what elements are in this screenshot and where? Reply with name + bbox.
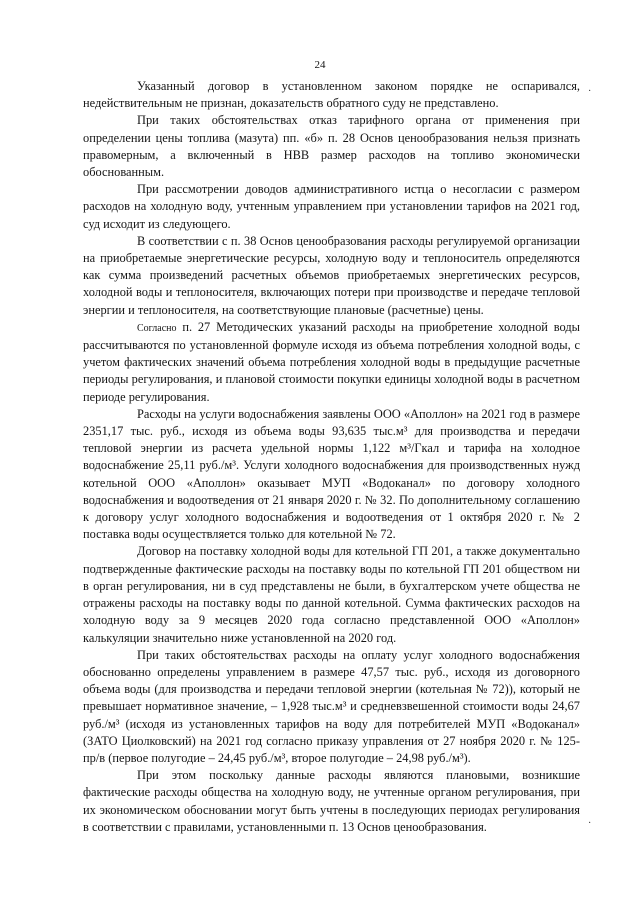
paragraph-5 (83, 319, 580, 406)
paragraph-1: Указанный договор в установленном законом порядке не оспаривался, недействительным не признан, доказательств обратного суду не представлено. (83, 79, 580, 111)
paragraph-6: Расходы на услуги водоснабжения заявлены ООО «Аполлон» на 2021 год в размере 2351,17 тыс. руб., исходя из объема воды 93,635 тыс.м³ для производства и передачи тепловой энергии из расчета удельной нормы 1,122 м³/Гкал и тарифа на холодное водоснабжение 25,11 руб./м³. Услуги холодного водоснабжения для производственных нужд котельной ООО «Аполлон» оказывает МУП «Водоканал» по договору холодного водоснабжения и водоотведения от 21 января 2020 г. № 32. По дополнительному соглашению к договору услуг холодного водоснабжения и водоотведения от 1 октября 2020 г. № 2 поставка воды осуществляется только для котельной № 72. (83, 406, 580, 542)
scan-speck: · (588, 818, 592, 829)
page-number: 24 (314, 59, 326, 71)
paragraph-8: При таких обстоятельствах расходы на оплату услуг холодного водоснабжения обоснованно определены управлением в размере 47,57 тыс. руб., исходя из договорного объема воды (для производства и передачи тепловой энергии (котельная № 72)), который не превышает нормативное значение, – 1,928 тыс.м³ и средневзвешенной стоимости воды 24,67 руб./м³ (исходя из установленных тарифов на воду для потребителей МУП «Водоканал» (ЗАТО Циолковский) на 2021 год согласно приказу управления от 27 ноября 2020 г. № 125-пр/в (первое полугодие – 24,45 руб./м³, второе полугодие – 24,98 руб./м³). (83, 647, 580, 765)
scan-speck: · (588, 86, 592, 97)
paragraph-5-lead-word: Согласно (137, 322, 177, 334)
paragraph-7: Договор на поставку холодной воды для котельной ГП 201, а также документально подтвержденные фактические расходы на поставку воды по котельной ГП 201 обществом ни в орган регулирования, ни в суд представлены не были, в бухгалтерском учете общества не отражены расходы на поставку воды по данной котельной. Сумма фактических расходов на холодную воду за 9 месяцев 2020 года согласно представленной ООО «Аполлон» калькуляции значительно ниже установленной на 2020 год. (83, 544, 580, 645)
paragraph-3: При рассмотрении доводов административного истца о несогласии с размером расходов на холодную воду, учтенным управлением при установлении тарифов на 2021 год, суд исходит из следующего. (83, 182, 580, 231)
paragraph-2: При таких обстоятельствах отказ тарифного органа от применения при определении цены топлива (мазута) пп. «б» п. 28 Основ ценообразования нельзя признать правомерным, а включенный в НВВ размер расходов на топливо экономически обоснованным. (83, 113, 580, 180)
document-body (83, 78, 580, 836)
paragraph-5-text: п. 27 Методических указаний расходы на приобретение холодной воды рассчитываются по установленной формуле исходя из объема потребления холодной воды, с учетом фактических значений объема потребления холодной воды в предыдущие расчетные периоды регулирования, и плановой стоимости покупки единицы холодной воды в расчетном периоде регулирования. (83, 319, 580, 404)
paragraph-4: В соответствии с п. 38 Основ ценообразования расходы регулируемой организации на приобретаемые энергетические ресурсы, холодную воду и теплоноситель определяются как сумма произведений расчетных объемов приобретаемых энергетических ресурсов, холодной воды и теплоносителя, включающих потери при производстве и передаче тепловой энергии и теплоносителя, на соответствующие плановые (расчетные) цены. (83, 233, 580, 317)
paragraph-9: При этом поскольку данные расходы являются плановыми, возникшие фактические расходы общества на холодную воду, не учтенные органом регулирования, при их экономическом обосновании могут быть учтены в последующих периодах регулирования в соответствии с правилами, установленными п. 13 Основ ценообразования. (83, 768, 580, 834)
